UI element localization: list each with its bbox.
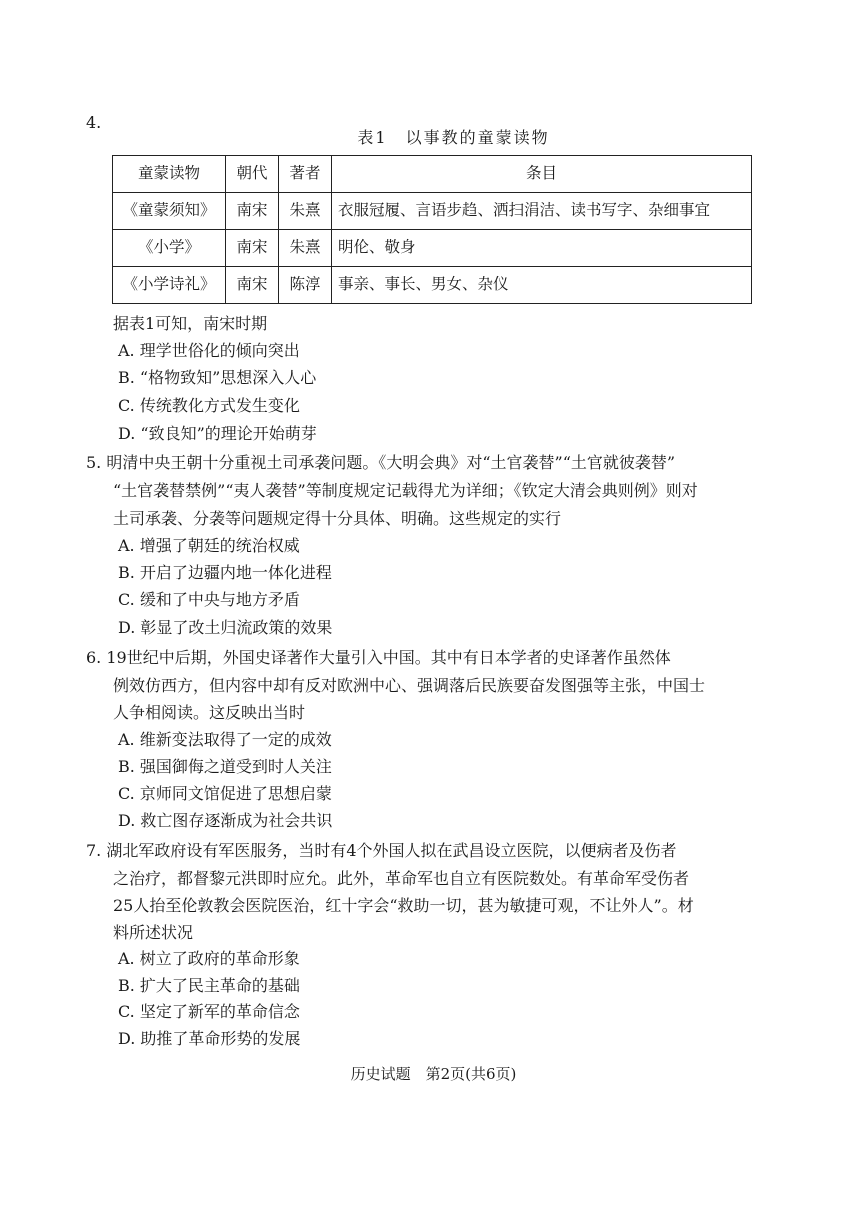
table-cell: 事亲、事长、男女、杂仪 [332, 267, 752, 304]
header-cell: 条目 [332, 156, 752, 193]
page-footer: 历史试题 第2页(共6页) [350, 1065, 517, 1083]
q6-option-d: D. 救亡图存逐渐成为社会共识 [118, 811, 333, 830]
question-6-line: 人争相阅读。这反映出当时 [113, 703, 306, 722]
table-header-row [113, 156, 752, 193]
table-cell: 南宋 [226, 230, 279, 267]
table-row [113, 193, 752, 230]
header-cell: 童蒙读物 [113, 156, 226, 193]
q5-option-c: C. 缓和了中央与地方矛盾 [118, 590, 300, 609]
question-5-line: “土官袭替禁例”“夷人袭替”等制度规定记载得尤为详细；《钦定大清会典则例》则对 [113, 481, 698, 500]
table-cell: 明伦、敬身 [332, 230, 752, 267]
question-6-line: 例效仿西方，但内容中却有反对欧洲中心、强调落后民族要奋发图强等主张，中国士 [113, 676, 706, 695]
reading-materials-table [112, 155, 752, 304]
question-7-line: 料所述状况 [113, 923, 194, 942]
table-cell: 朱熹 [279, 230, 332, 267]
table-cell: 陈淳 [279, 267, 332, 304]
question-5-line: 土司承袭、分袭等问题规定得十分具体、明确。这些规定的实行 [113, 509, 562, 528]
table-cell: 衣服冠履、言语步趋、洒扫涓洁、读书写字、杂细事宜 [332, 193, 752, 230]
q5-option-a: A. 增强了朝廷的统治权威 [118, 536, 300, 555]
table-row [113, 230, 752, 267]
q7-option-d: D. 助推了革命形势的发展 [118, 1029, 301, 1048]
q6-option-c: C. 京师同文馆促进了思想启蒙 [118, 784, 332, 803]
table-cell: 《小学》 [113, 230, 226, 267]
question-7-line: 25人抬至伦敦教会医院医治，红十字会“救助一切，甚为敏捷可观，不让外人”。材 [113, 896, 694, 915]
q6-option-b: B. 强国御侮之道受到时人关注 [118, 757, 332, 776]
question-4-stem: 据表1可知，南宋时期 [113, 314, 268, 333]
table-row [113, 267, 752, 304]
table-caption: 表1 以事教的童蒙读物 [357, 128, 550, 147]
table-cell: 南宋 [226, 193, 279, 230]
header-cell: 著者 [279, 156, 332, 193]
q4-option-b: B. “格物致知”思想深入人心 [118, 368, 317, 387]
q7-option-b: B. 扩大了民主革命的基础 [118, 976, 300, 995]
table-cell: 南宋 [226, 267, 279, 304]
q5-option-d: D. 彰显了改土归流政策的效果 [118, 618, 333, 637]
table-cell: 朱熹 [279, 193, 332, 230]
header-cell: 朝代 [226, 156, 279, 193]
q4-option-d: D. “致良知”的理论开始萌芽 [118, 424, 317, 443]
table-cell: 《童蒙须知》 [113, 193, 226, 230]
q4-option-c: C. 传统教化方式发生变化 [118, 396, 300, 415]
question-7-line: 之治疗，都督黎元洪即时应允。此外，革命军也自立有医院数处。有革命军受伤者 [113, 869, 690, 888]
question-4-number: 4. [86, 113, 102, 132]
q5-option-b: B. 开启了边疆内地一体化进程 [118, 563, 332, 582]
table-cell: 《小学诗礼》 [113, 267, 226, 304]
q4-option-a: A. 理学世俗化的倾向突出 [118, 341, 300, 360]
question-6-line: 6. 19世纪中后期，外国史译著作大量引入中国。其中有日本学者的史译著作虽然体 [86, 648, 671, 667]
q7-option-c: C. 坚定了新军的革命信念 [118, 1002, 300, 1021]
question-5-line: 5. 明清中央王朝十分重视土司承袭问题。《大明会典》对“土官袭替”“土官就彼袭替” [86, 453, 676, 472]
q6-option-a: A. 维新变法取得了一定的成效 [118, 730, 332, 749]
q7-option-a: A. 树立了政府的革命形象 [118, 949, 300, 968]
question-7-line: 7. 湖北军政府设有军医服务，当时有4个外国人拟在武昌设立医院，以便病者及伤者 [86, 841, 677, 860]
